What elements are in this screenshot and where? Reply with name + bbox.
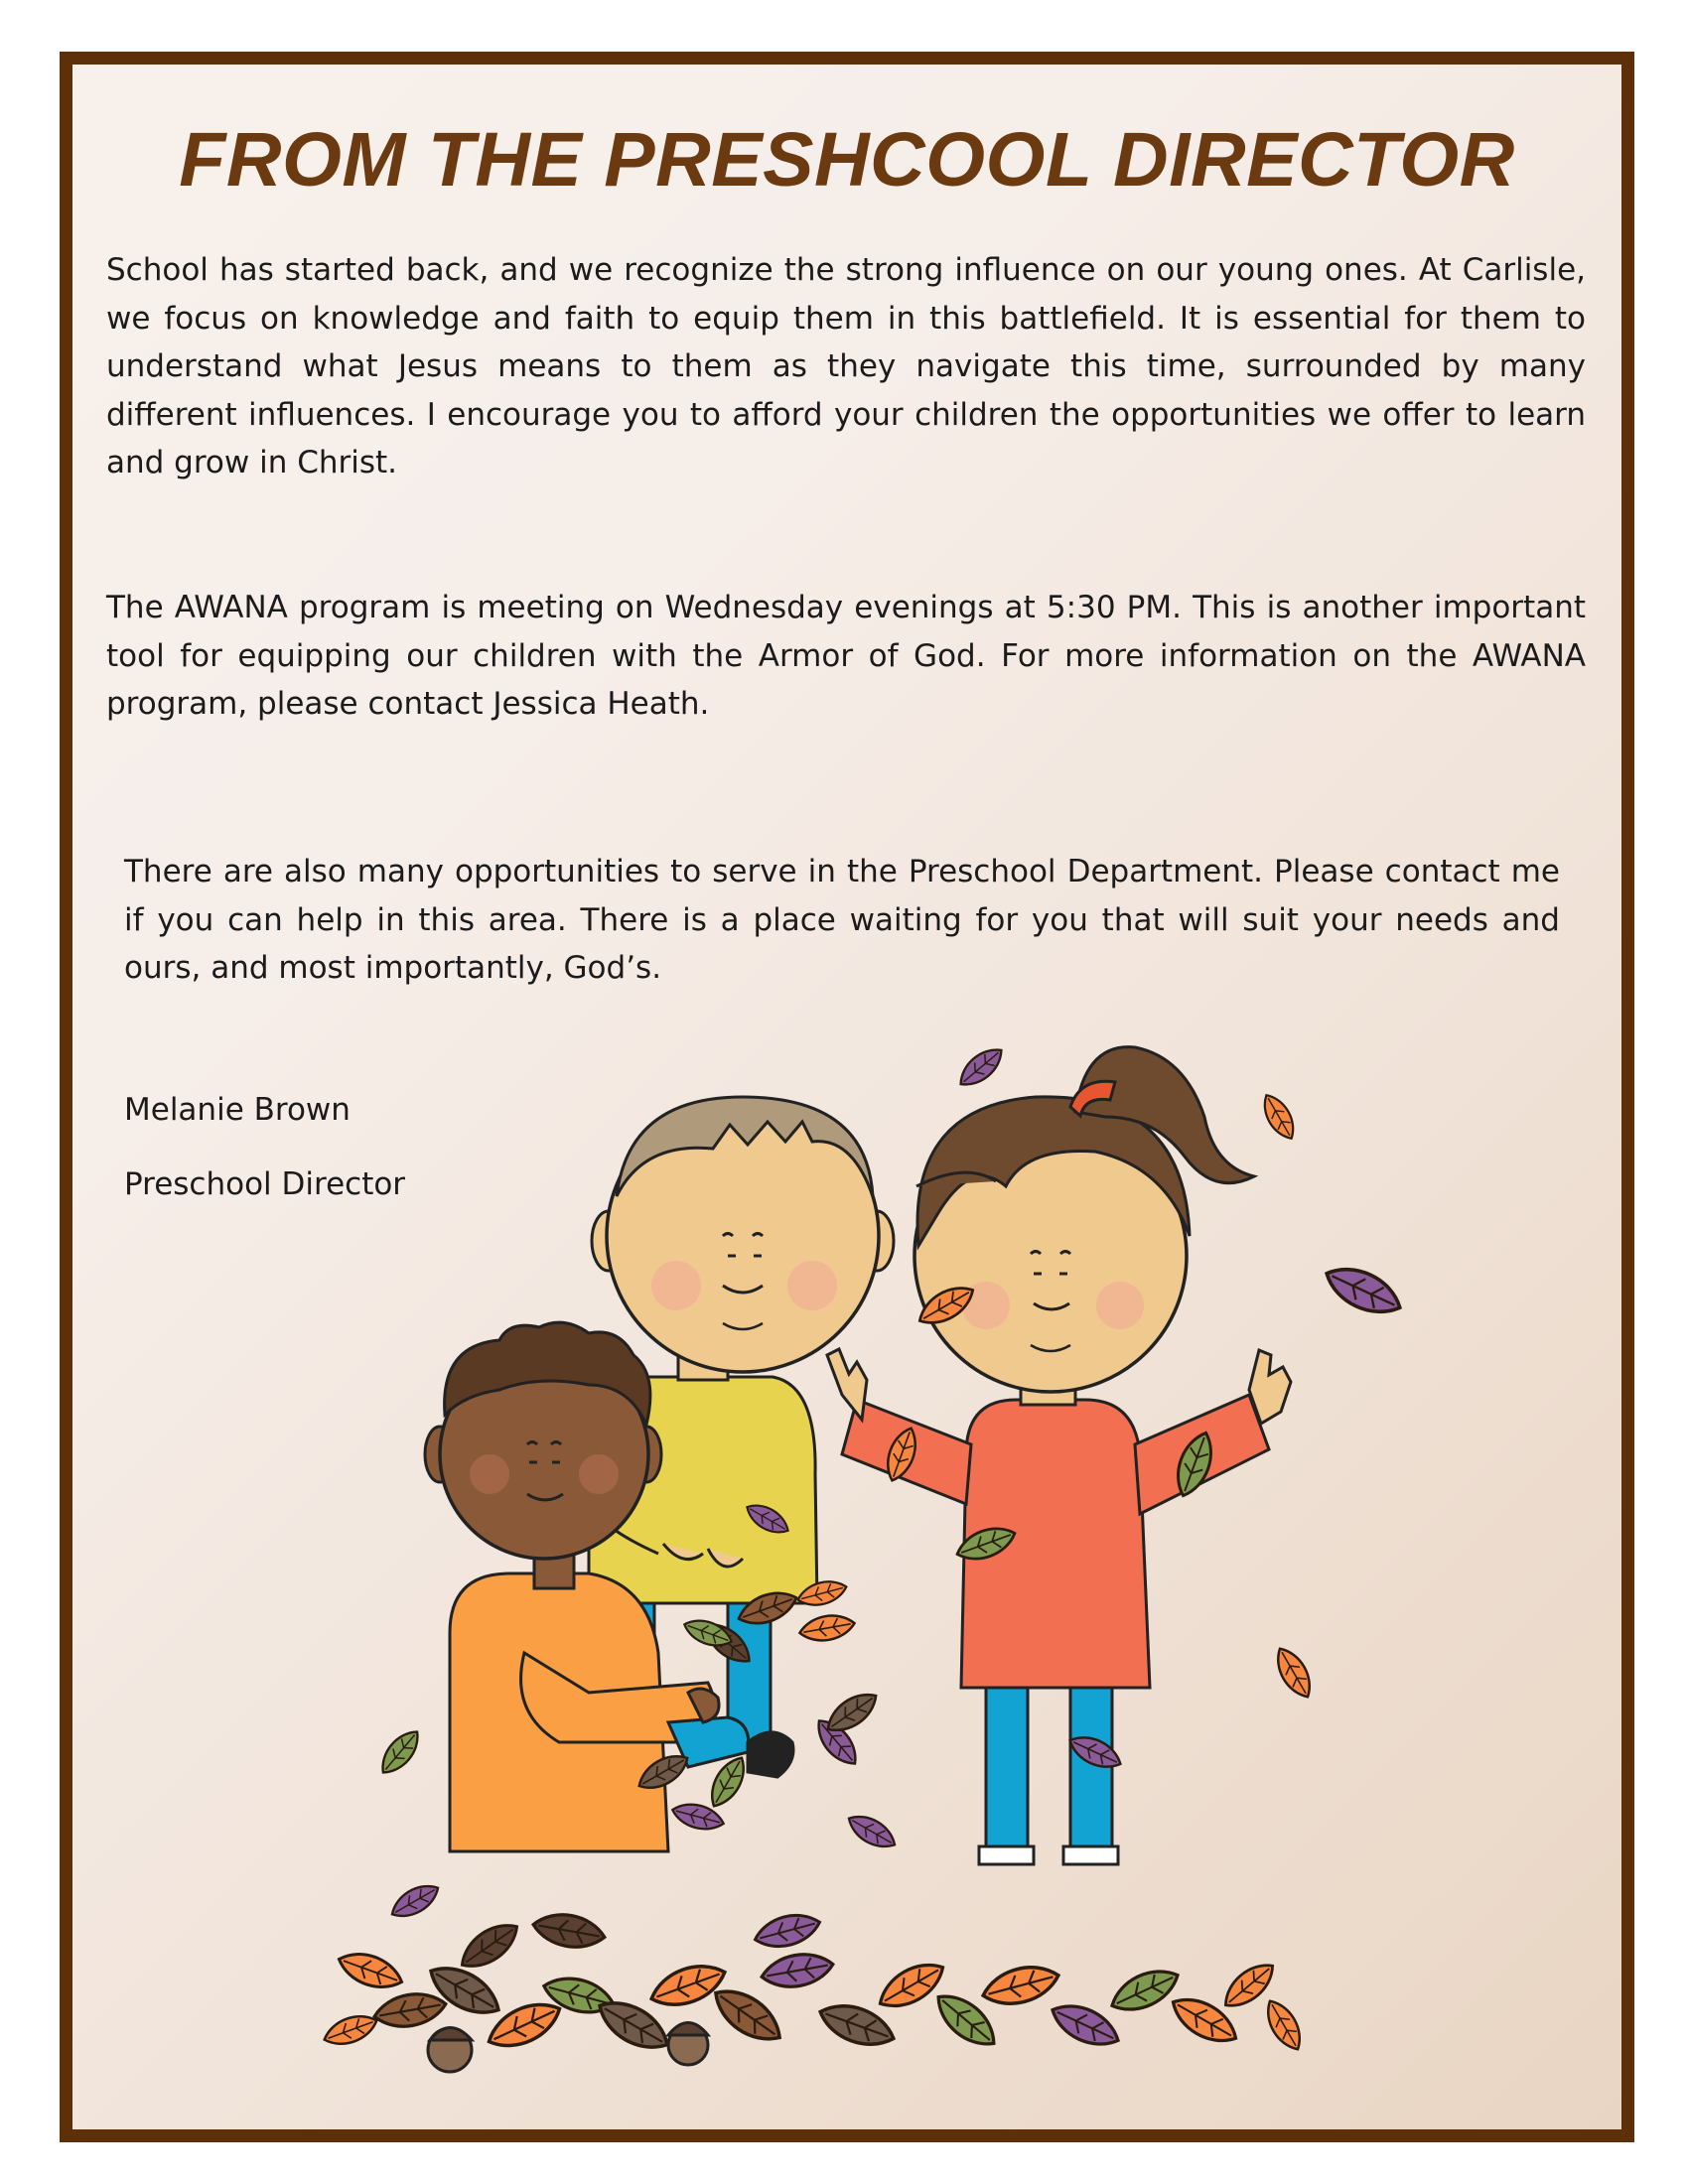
paragraph-awana: The AWANA program is meeting on Wednesday evenings at 5:30 PM. This is another important tool for equipping our children with the Armor of God. For more information on the AWANA program, please contact Jessica Heath.	[106, 590, 1586, 722]
children-autumn-leaves-illustration-icon	[72, 65, 1621, 2129]
leaf-pile	[321, 1908, 1309, 2072]
signature-role: Preschool Director	[124, 1166, 406, 1202]
paragraph-welcome: School has started back, and we recognize the strong influence on our young ones. At Carlisle, we focus on knowledge and faith to equip them in this battlefield. It is essential for them to understand what Jesus means to them as they navigate this time, surrounded by many different influences. I encourage you to afford your children the opportunities we offer to learn and grow in Christ.	[106, 252, 1586, 480]
page-title: FROM THE PRESHCOOL DIRECTOR	[179, 117, 1515, 203]
signature-name: Melanie Brown	[124, 1092, 351, 1128]
paragraph-volunteer: There are also many opportunities to serve in the Preschool Department. Please contact me if you can help in this area. There is a place waiting for you that will suit your needs and ours, and most importantly, God’s.	[124, 854, 1560, 986]
page-frame	[60, 52, 1634, 2142]
